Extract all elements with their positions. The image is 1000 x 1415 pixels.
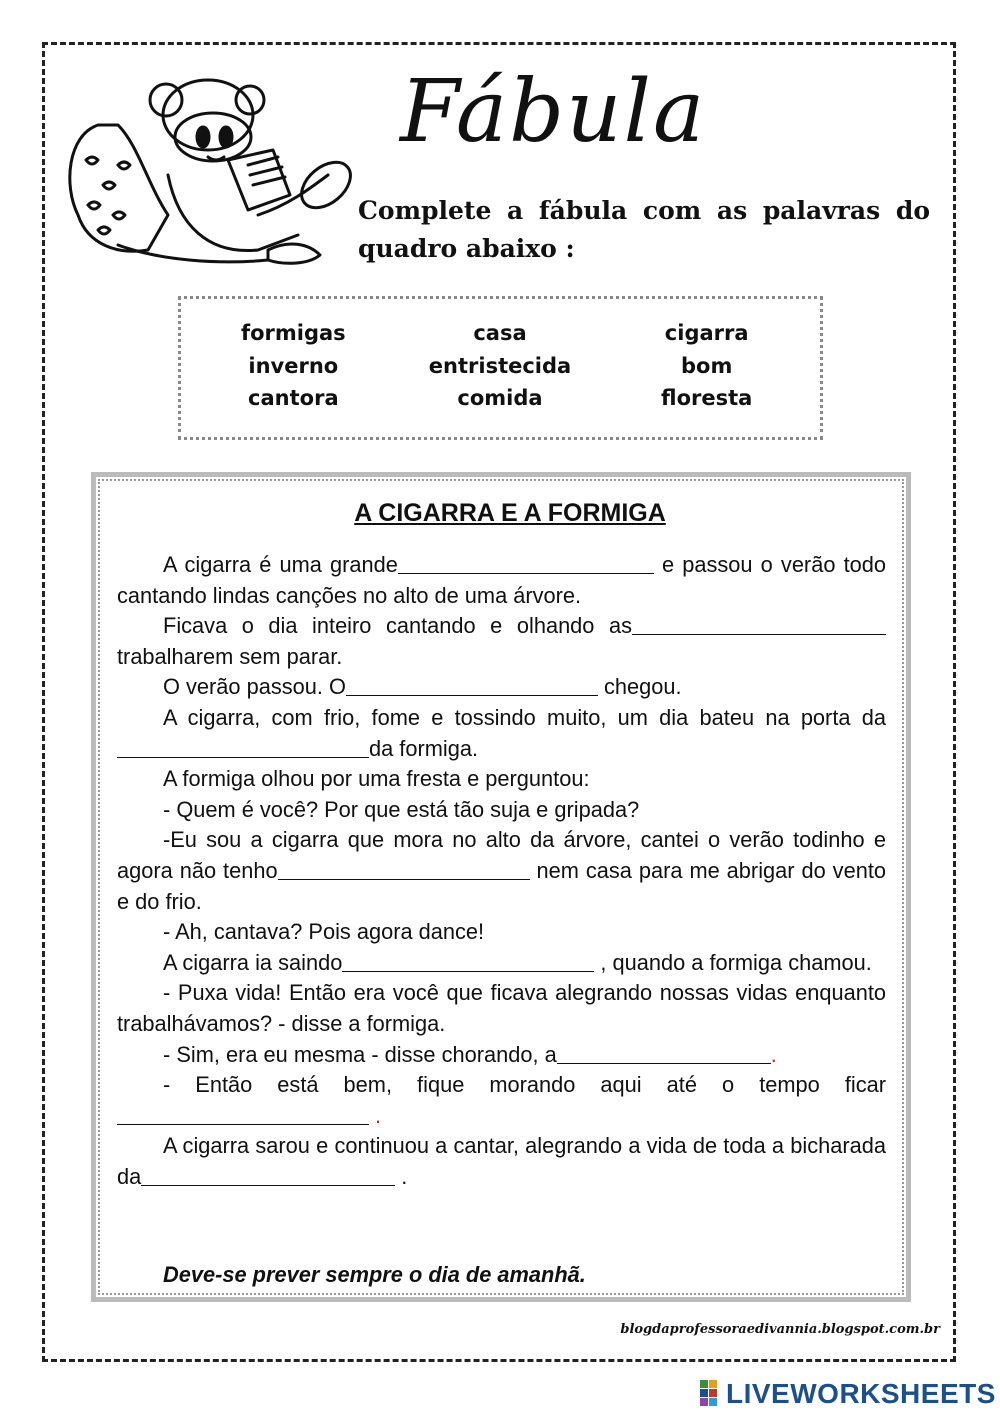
word-bank-item: floresta — [661, 386, 753, 410]
word-bank-item: cantora — [248, 386, 339, 410]
story-paragraph: - Ah, cantava? Pois agora dance! — [163, 919, 485, 945]
answer-blank-3[interactable] — [346, 673, 598, 696]
moral-text: Deve-se prever sempre o dia de amanhã. — [163, 1262, 586, 1287]
story-paragraph: O verão passou. O chegou. — [163, 674, 682, 700]
answer-blank-5[interactable] — [278, 857, 530, 880]
story-paragraph: A cigarra sarou e continuou a cantar, alegrando a vida de toda a bicharada da . — [117, 1133, 886, 1189]
instruction-text: Complete a fábula com as palavras do quadro abaixo : — [358, 196, 930, 263]
answer-blank-6[interactable] — [342, 949, 594, 972]
answer-blank-4[interactable] — [117, 735, 369, 758]
story-paragraph: - Quem é você? Por que está tão suja e gripada? — [163, 796, 640, 822]
child-reading-illustration — [58, 65, 358, 275]
story-paragraph: A cigarra é uma grande e passou o verão todo cantando lindas canções no alto de uma árvore. — [117, 552, 886, 608]
liveworksheets-wordmark: LIVEWORKSHEETS — [726, 1378, 996, 1409]
word-bank-item: bom — [680, 353, 733, 378]
story-text — [117, 550, 886, 1192]
story-paragraph: A cigarra, com frio, fome e tossindo muito, um dia bateu na porta dada formiga. — [117, 703, 886, 764]
word-bank-item: comida — [457, 386, 543, 410]
word-bank-item: entristecida — [428, 353, 572, 378]
story-paragraph: - Sim, era eu mesma - disse chorando, a . — [163, 1041, 777, 1067]
word-bank — [190, 319, 810, 413]
story-paragraph: - Então está bem, fique morando aqui até o tempo ficar . — [117, 1070, 886, 1131]
blog-credit: blogdaprofessoraedivannia.blogspot.com.br — [620, 1322, 940, 1337]
story-paragraph: -Eu sou a cigarra que mora no alto da árvore, cantei o verão todinho e agora não tenho nem casa para me abrigar do vento e do frio. — [117, 827, 887, 914]
word-bank-item: casa — [473, 321, 527, 345]
story-paragraph: A cigarra ia saindo , quando a formiga chamou. — [163, 949, 872, 975]
answer-blank-7[interactable] — [557, 1041, 771, 1064]
word-bank-item: cigarra — [664, 321, 749, 345]
story-paragraph: - Puxa vida! Então era você que ficava alegrando nossas vidas enquanto trabalhávamos? - disse a formiga. — [117, 980, 886, 1036]
word-bank-item: formigas — [240, 321, 346, 345]
answer-blank-1[interactable] — [398, 551, 654, 574]
answer-blank-8[interactable] — [117, 1102, 369, 1125]
answer-blank-9[interactable] — [141, 1163, 395, 1186]
word-bank-item: inverno — [248, 353, 339, 378]
story-paragraph: A formiga olhou por uma fresta e perguntou: — [163, 766, 590, 792]
page-title: Fábula — [400, 62, 707, 162]
liveworksheets-brand — [698, 1376, 996, 1412]
story-paragraph: Ficava o dia inteiro cantando e olhando as trabalharem sem parar. — [117, 611, 886, 672]
answer-blank-2[interactable] — [632, 612, 886, 635]
liveworksheets-logo-icon — [698, 1379, 724, 1409]
story-title: A CIGARRA E A FORMIGA — [354, 499, 666, 527]
